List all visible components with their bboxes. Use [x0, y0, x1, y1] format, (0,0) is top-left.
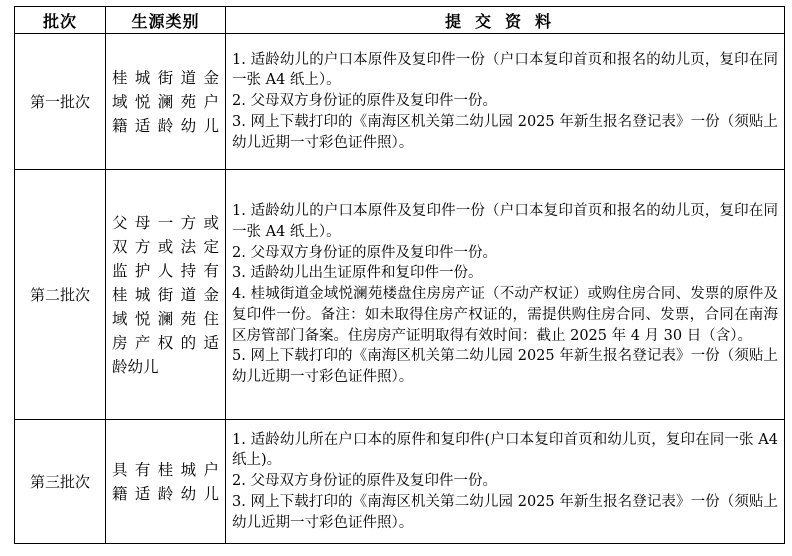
category-cell [106, 170, 226, 420]
material-item: 1. 适龄幼儿所在户口本的原件和复印件(户口本复印首页和幼儿页，复印在同一张 A4 纸上)。 [232, 431, 778, 469]
category-line: 房产权的适 [112, 333, 219, 352]
header-materials: 提交资料 [226, 7, 785, 34]
material-item: 2. 父母双方身份证的原件及复印件一份。 [232, 473, 497, 490]
material-item: 1. 适龄幼儿的户口本原件及复印件一份（户口本复印首页和报名的幼儿页，复印在同一张 A4 纸上）。 [232, 202, 778, 240]
material-item: 1. 适龄幼儿的户口本原件及复印件一份（户口本复印首页和报名的幼儿页，复印在同一张 A4 纸上）。 [232, 51, 778, 89]
category-cell [106, 420, 226, 544]
header-category: 生源类别 [106, 7, 226, 34]
category-line: 桂城街道金 [112, 68, 219, 87]
materials-cell [226, 170, 785, 420]
batch-cell: 第一批次 [15, 34, 106, 170]
table-row [15, 34, 785, 170]
category-line: 龄幼儿 [112, 357, 159, 376]
category-line: 籍适龄幼儿 [112, 484, 219, 503]
category-line: 域悦澜苑住 [112, 309, 219, 328]
table-row [15, 170, 785, 420]
material-item: 5. 网上下载打印的《南海区机关第二幼儿园 2025 年新生报名登记表》一份（须贴上幼儿近期一寸彩色证件照）。 [232, 348, 778, 386]
batch-cell: 第三批次 [15, 420, 106, 544]
material-item: 4. 桂城街道金域悦澜苑楼盘住房房产证（不动产权证）或购住房合同、发票的原件及复印件一份。备注：如未取得住房产权证的，需提供购住房合同、发票，合同在南海区房管部门备案。住房房产证明取得有效时间：截止 2025 年 4 月 30 日（含）。 [232, 286, 778, 344]
materials-cell [226, 420, 785, 544]
category-line: 桂城街道金 [112, 285, 219, 304]
category-line: 域悦澜苑户 [112, 92, 219, 111]
header-batch: 批次 [15, 7, 106, 34]
material-item: 3. 适龄幼儿出生证原件和复印件一份。 [232, 265, 483, 282]
category-line: 籍适龄幼儿 [112, 116, 219, 135]
material-item: 3. 网上下载打印的《南海区机关第二幼儿园 2025 年新生报名登记表》一份（须贴上幼儿近期一寸彩色证件照）。 [232, 493, 778, 531]
table-header-row [15, 7, 785, 34]
material-item: 2. 父母双方身份证的原件及复印件一份。 [232, 244, 497, 261]
enrollment-materials-table [14, 6, 785, 544]
category-line: 双方或法定 [112, 237, 219, 256]
material-item: 3. 网上下载打印的《南海区机关第二幼儿园 2025 年新生报名登记表》一份（须贴上幼儿近期一寸彩色证件照）。 [232, 113, 778, 151]
batch-cell: 第二批次 [15, 170, 106, 420]
category-line: 监护人持有 [112, 261, 219, 280]
table-row [15, 420, 785, 544]
materials-cell [226, 34, 785, 170]
material-item: 2. 父母双方身份证的原件及复印件一份。 [232, 93, 497, 110]
category-line: 父母一方或 [112, 213, 219, 232]
category-line: 具有桂城户 [112, 460, 219, 479]
category-cell [106, 34, 226, 170]
